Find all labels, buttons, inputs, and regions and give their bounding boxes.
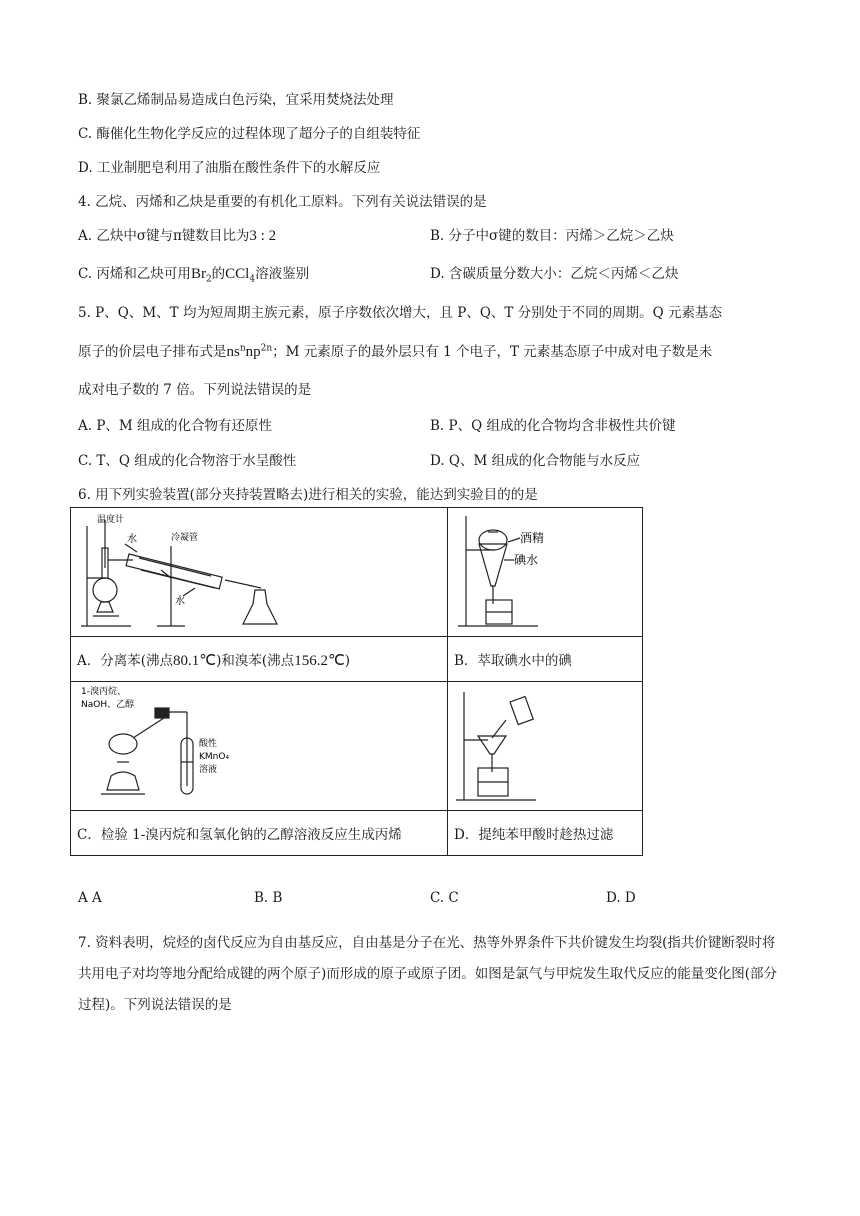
q7-stem: 7. 资料表明，烷烃的卤代反应为自由基反应，自由基是分子在光、热等外界条件下共价键发生均裂(指共价键断裂时将共用电子对均等地分配给成键的两个原子)而形成的原子或原子团。如图是氯气与甲烷发生取代反应的能量变化图(部分过程)。下列说法错误的是 — [78, 935, 778, 1013]
q5-option-c: C. T、Q 组成的化合物溶于水呈酸性 — [78, 453, 297, 469]
q4-option-d: D. 含碳质量分数大小：乙烷＜丙烯＜乙炔 — [430, 266, 679, 282]
label-thermometer: 温度计 — [97, 515, 125, 525]
label-alcohol: 酒精 — [520, 531, 545, 545]
q4-option-c: C. 丙烯和乙炔可用$Br_2$的CCl$_4$溶液鉴别 — [78, 266, 310, 285]
figure-a-distillation — [71, 508, 448, 637]
label-iodine-water: 碘水 — [514, 553, 539, 567]
q6-stem: 6. 用下列实验装置(部分夹持装置略去)进行相关的实验，能达到实验目的的是 — [78, 487, 538, 503]
q4-option-b: B. 分子中σ键的数目：丙烯＞乙烷＞乙炔 — [430, 228, 674, 244]
q5-line-3: 成对电子数的 7 倍。下列说法错误的是 — [78, 382, 312, 398]
q6-answer-d: D. D — [606, 890, 636, 906]
label-water-out: 水 — [175, 596, 185, 607]
q5-line-2: 原子的价层电子排布式是$ns^nnp^{2n}$；M 元素原子的最外层只有 1 个电子，T 元素基态原子中成对电子数是未 — [78, 343, 713, 360]
label-c-reagent-2: NaOH、乙醇 — [81, 700, 135, 710]
figure-c-test — [71, 682, 448, 811]
figure-b-extraction — [448, 508, 643, 637]
hot-filtration-figure — [448, 682, 642, 806]
q6-answer-c: C. C — [430, 890, 459, 906]
q6-answer-a: A A — [78, 890, 102, 906]
label-c-kmno4: KMnO₄ — [199, 752, 230, 762]
cell-a-caption: A．分离苯(沸点80.1℃)和溴苯(沸点156.2℃) — [71, 637, 448, 682]
q4-stem: 4. 乙烷、丙烯和乙炔是重要的有机化工原料。下列有关说法错误的是 — [78, 194, 487, 210]
label-condenser: 冷凝管 — [171, 533, 199, 543]
label-water-in: 水 — [127, 534, 137, 545]
q6-apparatus-table — [70, 507, 643, 856]
option-c-line: C. 酶催化生物化学反应的过程体现了超分子的自组装特征 — [78, 126, 421, 142]
cell-b-caption: B．萃取碘水中的碘 — [448, 637, 643, 682]
label-c-acidic: 酸性 — [199, 739, 218, 749]
q4-option-a: A. 乙炔中σ键与π键数目比为3 : 2 — [78, 228, 277, 244]
distillation-apparatus-figure — [71, 508, 447, 632]
q5-option-d: D. Q、M 组成的化合物能与水反应 — [430, 453, 641, 469]
cell-c-caption: C．检验 1-溴丙烷和氢氧化钠的乙醇溶液反应生成丙烯 — [71, 811, 448, 856]
option-d-line: D. 工业制肥皂利用了油脂在酸性条件下的水解反应 — [78, 160, 381, 176]
q6-answer-b: B. B — [254, 890, 283, 906]
propene-test-figure — [71, 682, 447, 806]
label-c-solution: 溶液 — [199, 765, 218, 775]
q5-line-1: 5. P、Q、M、T 均为短周期主族元素，原子序数依次增大，且 P、Q、T 分别处于不同的周期。Q 元素基态 — [78, 305, 723, 321]
q5-option-a: A. P、M 组成的化合物有还原性 — [78, 418, 273, 434]
cell-d-caption: D．提纯苯甲酸时趁热过滤 — [448, 811, 643, 856]
figure-d-filtration — [448, 682, 643, 811]
q5-option-b: B. P、Q 组成的化合物均含非极性共价键 — [430, 418, 676, 434]
option-b-line: B. 聚氯乙烯制品易造成白色污染，宜采用焚烧法处理 — [78, 92, 394, 108]
separatory-funnel-figure — [448, 508, 642, 632]
label-c-reagent-1: 1-溴丙烷、 — [81, 687, 126, 697]
